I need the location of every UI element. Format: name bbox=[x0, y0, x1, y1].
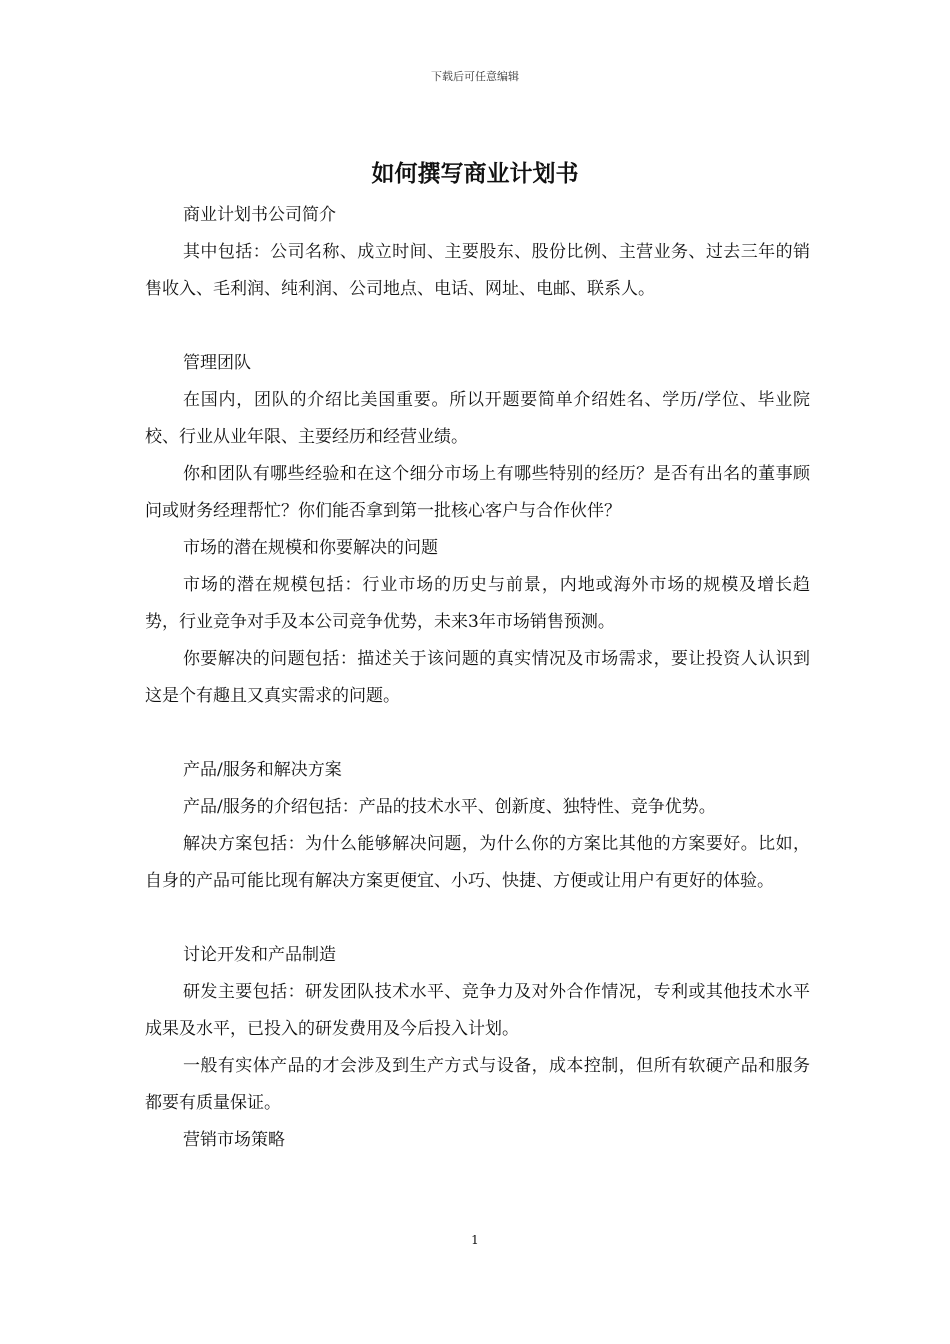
section-heading-development: 讨论开发和产品制造 bbox=[183, 945, 336, 965]
document-body bbox=[145, 197, 810, 1159]
paragraph-team-experience: 你和团队有哪些经验和在这个细分市场上有哪些特别的经历？是否有出名的董事顾问或财务经理帮忙？你们能否拿到第一批核心客户与合作伙伴？ bbox=[145, 464, 810, 521]
paragraph-spacer bbox=[145, 715, 810, 752]
document-title: 如何撰写商业计划书 bbox=[371, 160, 579, 187]
paragraph-market-problem: 你要解决的问题包括：描述关于该问题的真实情况及市场需求，要让投资人认识到这是个有趣且又真实需求的问题。 bbox=[145, 649, 810, 706]
section-heading-product: 产品/服务和解决方案 bbox=[183, 760, 342, 780]
section-heading-management-team: 管理团队 bbox=[183, 353, 251, 373]
paragraph-production: 一般有实体产品的才会涉及到生产方式与设备，成本控制，但所有软硬产品和服务都要有质量保证。 bbox=[145, 1056, 810, 1113]
page-header-note: 下载后可任意编辑 bbox=[431, 70, 519, 83]
paragraph-team-intro: 在国内，团队的介绍比美国重要。所以开题要简单介绍姓名、学历/学位、毕业院校、行业从业年限、主要经历和经营业绩。 bbox=[145, 390, 810, 447]
page-number: 1 bbox=[471, 1233, 479, 1247]
section-heading-marketing: 营销市场策略 bbox=[183, 1130, 285, 1150]
paragraph-solution: 解决方案包括：为什么能够解决问题，为什么你的方案比其他的方案要好。比如，自身的产品可能比现有解决方案更便宜、小巧、快捷、方便或让用户有更好的体验。 bbox=[145, 834, 810, 891]
paragraph-rnd: 研发主要包括：研发团队技术水平、竞争力及对外合作情况，专利或其他技术水平成果及水平，已投入的研发费用及今后投入计划。 bbox=[145, 982, 810, 1039]
paragraph-market-size: 市场的潜在规模包括：行业市场的历史与前景，内地或海外市场的规模及增长趋势，行业竞争对手及本公司竞争优势，未来3年市场销售预测。 bbox=[145, 575, 810, 632]
section-heading-market: 市场的潜在规模和你要解决的问题 bbox=[183, 538, 438, 558]
section-heading-company-intro: 商业计划书公司简介 bbox=[183, 205, 336, 225]
paragraph-product-intro: 产品/服务的介绍包括：产品的技术水平、创新度、独特性、竞争优势。 bbox=[183, 797, 716, 817]
paragraph-spacer bbox=[145, 900, 810, 937]
paragraph-company-intro: 其中包括：公司名称、成立时间、主要股东、股份比例、主营业务、过去三年的销售收入、毛利润、纯利润、公司地点、电话、网址、电邮、联系人。 bbox=[145, 242, 810, 299]
paragraph-spacer bbox=[145, 308, 810, 345]
